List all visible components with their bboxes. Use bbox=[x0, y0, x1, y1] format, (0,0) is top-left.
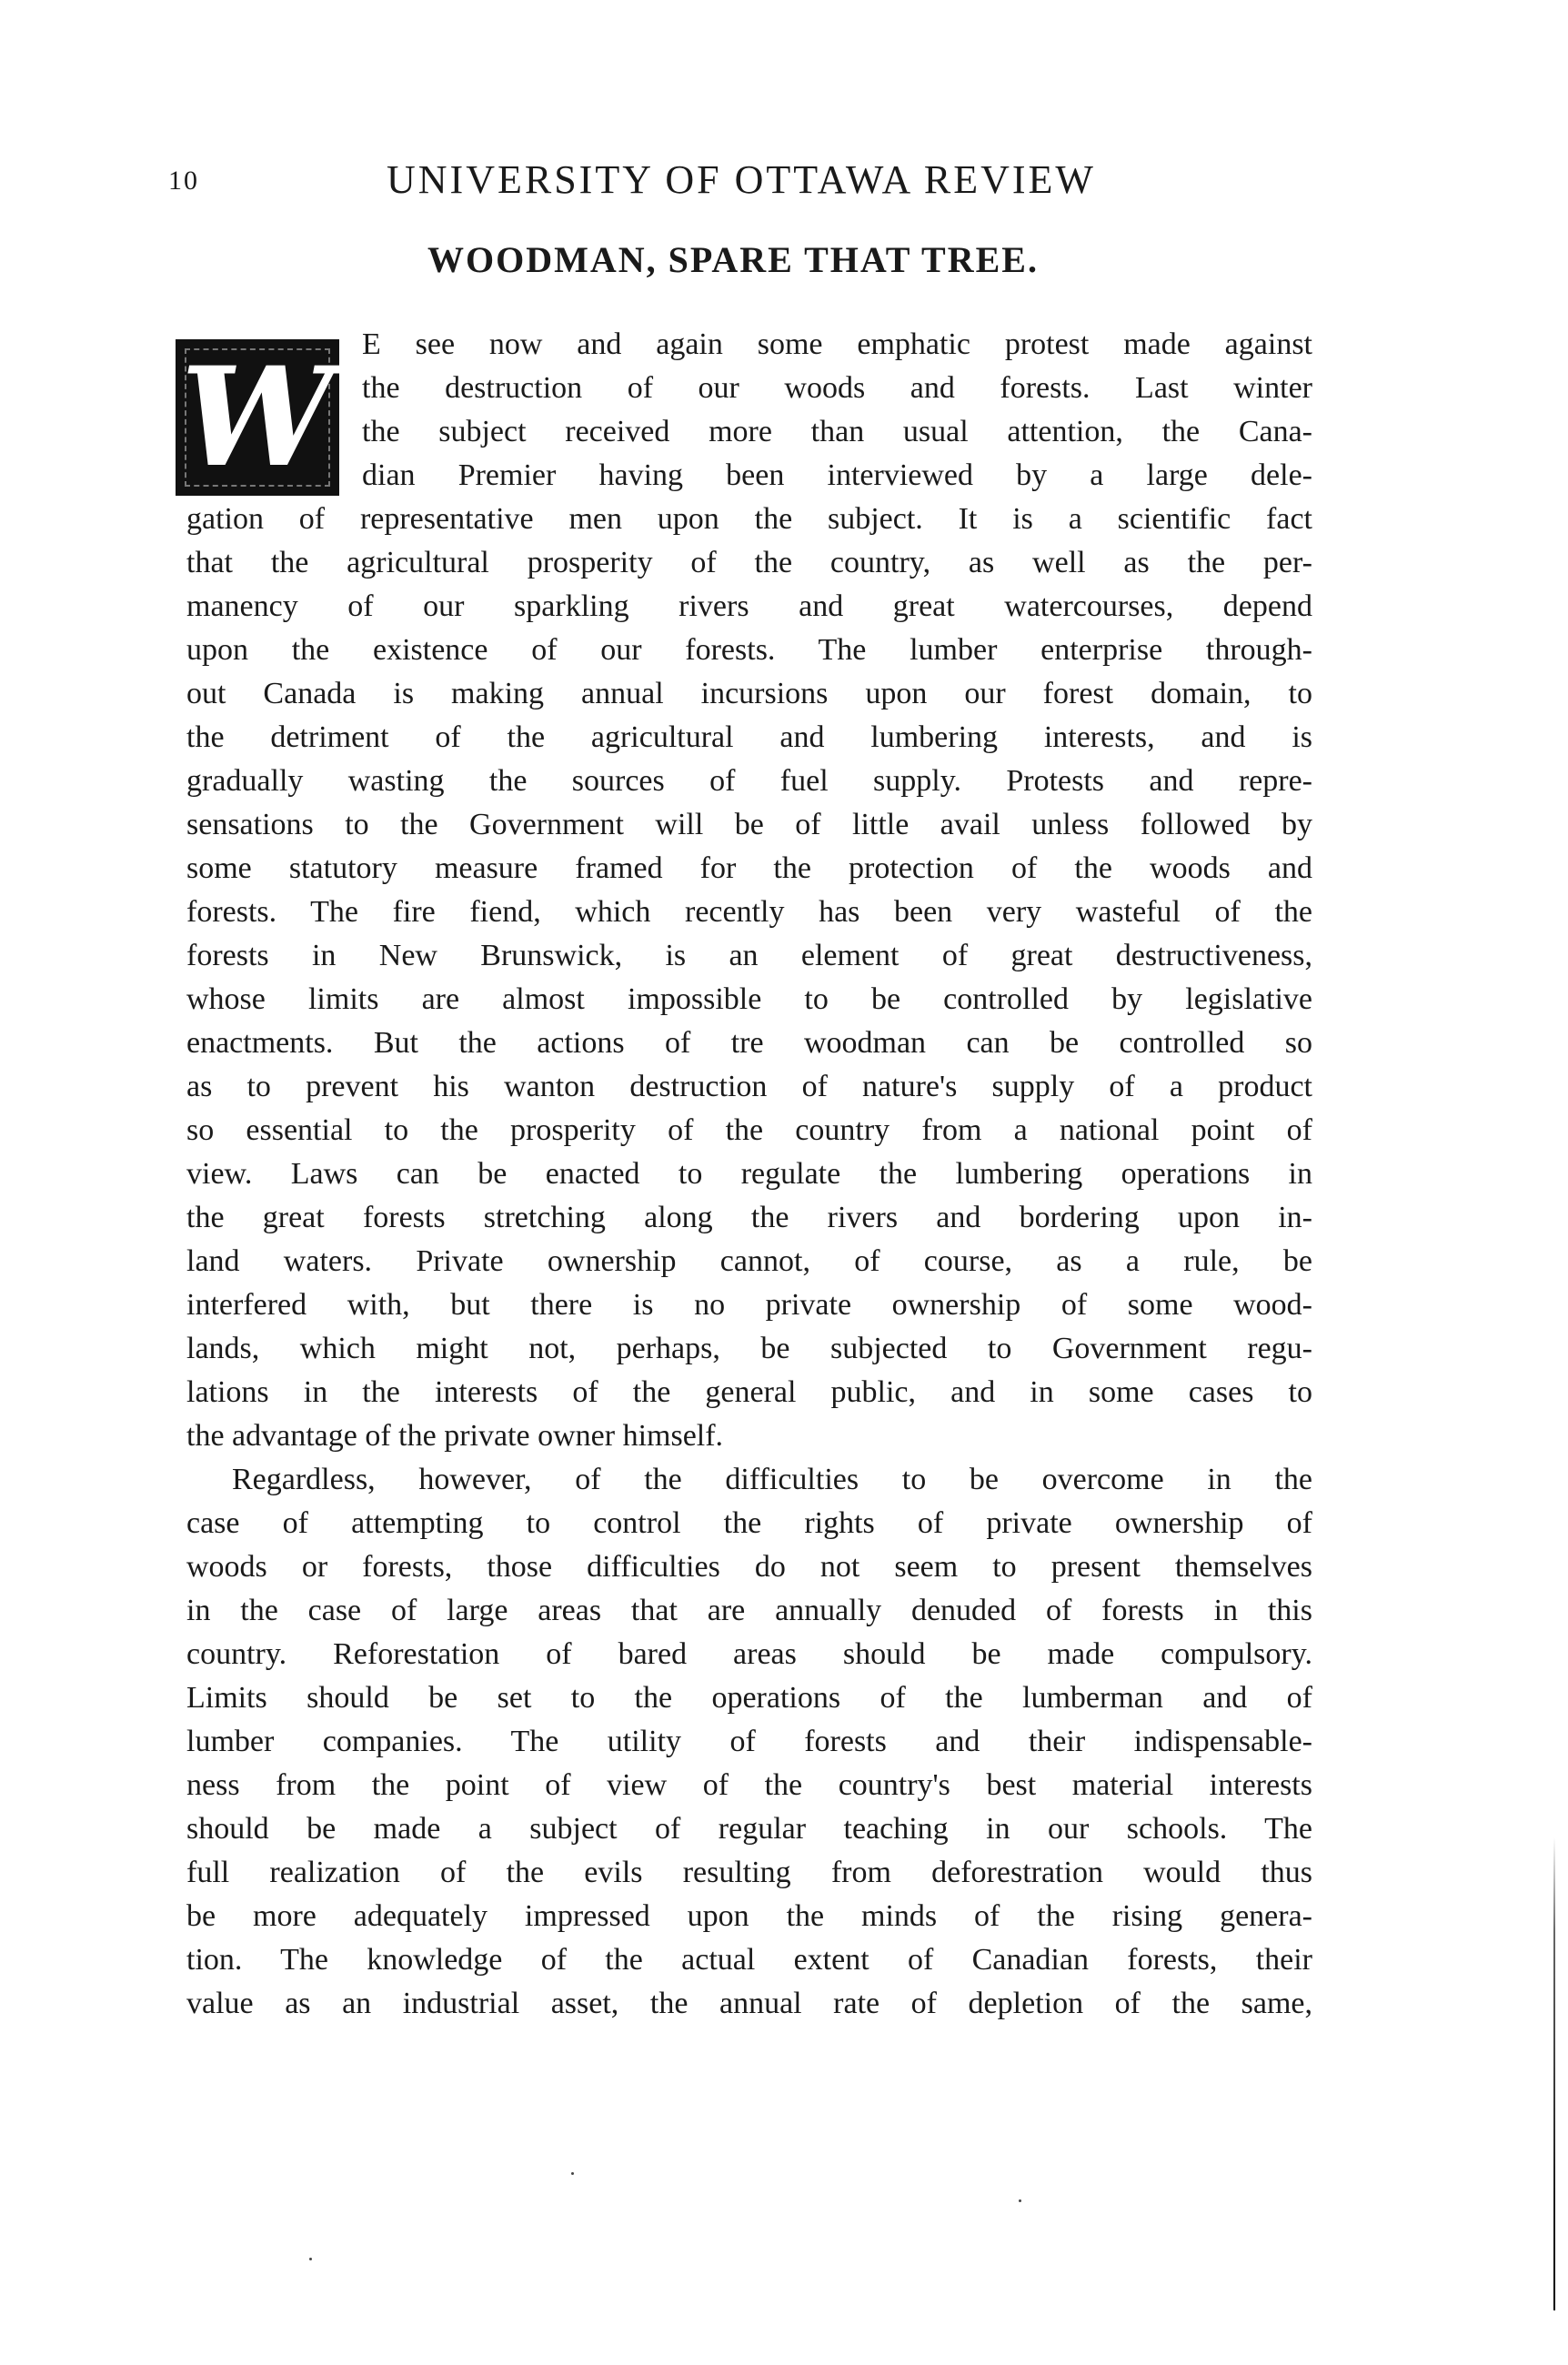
text-line: woods or forests, those difficulties do not seem to present themselves bbox=[186, 1550, 1312, 1584]
text-line: view. Laws can be enacted to regulate the lumbering operations in bbox=[186, 1157, 1312, 1191]
text-line: so essential to the prosperity of the country from a national point of bbox=[186, 1113, 1312, 1147]
text-line: lations in the interests of the general public, and in some cases to bbox=[186, 1375, 1312, 1409]
text-line: whose limits are almost impossible to be controlled by legislative bbox=[186, 982, 1312, 1016]
page-edge-shadow bbox=[1553, 1837, 1555, 2310]
text-line: be more adequately impressed upon the minds of the rising genera- bbox=[186, 1899, 1312, 1933]
running-head: UNIVERSITY OF OTTAWA REVIEW bbox=[387, 157, 1096, 202]
page-number: 10 bbox=[168, 166, 199, 196]
text-line: the subject received more than usual attention, the Cana- bbox=[362, 415, 1312, 448]
text-line: forests. The fire fiend, which recently has been very wasteful of the bbox=[186, 895, 1312, 929]
text-line: land waters. Private ownership cannot, of course, as a rule, be bbox=[186, 1244, 1312, 1278]
scan-speck bbox=[571, 2172, 574, 2175]
text-line: that the agricultural prosperity of the country, as well as the per- bbox=[186, 546, 1312, 579]
text-line: as to prevent his wanton destruction of nature's supply of a product bbox=[186, 1070, 1312, 1103]
text-line: upon the existence of our forests. The lumber enterprise through- bbox=[186, 633, 1312, 667]
text-line: Limits should be set to the operations of the lumberman and of bbox=[186, 1681, 1312, 1715]
text-line: Regardless, however, of the difficulties to be overcome in the bbox=[232, 1463, 1312, 1496]
text-line: lumber companies. The utility of forests and their indispensable- bbox=[186, 1725, 1312, 1758]
text-line: gation of representative men upon the subject. It is a scientific fact bbox=[186, 502, 1312, 536]
article-title: WOODMAN, SPARE THAT TREE. bbox=[427, 239, 1039, 280]
text-line: forests in New Brunswick, is an element of great destructiveness, bbox=[186, 939, 1312, 972]
text-line: interfered with, but there is no private ownership of some wood- bbox=[186, 1288, 1312, 1322]
text-line: the destruction of our woods and forests. Last winter bbox=[362, 371, 1312, 405]
text-line: manency of our sparkling rivers and great watercourses, depend bbox=[186, 589, 1312, 623]
scan-speck bbox=[1019, 2199, 1021, 2202]
text-line: E see now and again some emphatic protest made against bbox=[362, 327, 1312, 361]
text-line: dian Premier having been interviewed by a large dele- bbox=[362, 458, 1312, 492]
scan-speck bbox=[309, 2258, 312, 2260]
text-line: the great forests stretching along the rivers and bordering upon in- bbox=[186, 1201, 1312, 1234]
text-line: gradually wasting the sources of fuel supply. Protests and repre- bbox=[186, 764, 1312, 798]
text-line: out Canada is making annual incursions upon our forest domain, to bbox=[186, 677, 1312, 710]
text-line: ness from the point of view of the country's best material interests bbox=[186, 1768, 1312, 1802]
text-line: lands, which might not, perhaps, be subjected to Government regu- bbox=[186, 1332, 1312, 1365]
drop-cap-letter: W bbox=[180, 337, 335, 498]
text-line: full realization of the evils resulting from deforestration would thus bbox=[186, 1856, 1312, 1889]
text-line: should be made a subject of regular teaching in our schools. The bbox=[186, 1812, 1312, 1846]
text-line: country. Reforestation of bared areas should be made compulsory. bbox=[186, 1637, 1312, 1671]
text-line: tion. The knowledge of the actual extent of Canadian forests, their bbox=[186, 1943, 1312, 1977]
text-line: enactments. But the actions of tre woodman can be controlled so bbox=[186, 1026, 1312, 1060]
text-line: the advantage of the private owner himself. bbox=[186, 1419, 724, 1453]
text-line: case of attempting to control the rights of private ownership of bbox=[186, 1506, 1312, 1540]
text-line: sensations to the Government will be of little avail unless followed by bbox=[186, 808, 1312, 841]
text-line: in the case of large areas that are annually denuded of forests in this bbox=[186, 1594, 1312, 1627]
text-line: value as an industrial asset, the annual rate of depletion of the same, bbox=[186, 1987, 1312, 2020]
text-line: the detriment of the agricultural and lumbering interests, and is bbox=[186, 720, 1312, 754]
text-line: some statutory measure framed for the protection of the woods and bbox=[186, 851, 1312, 885]
